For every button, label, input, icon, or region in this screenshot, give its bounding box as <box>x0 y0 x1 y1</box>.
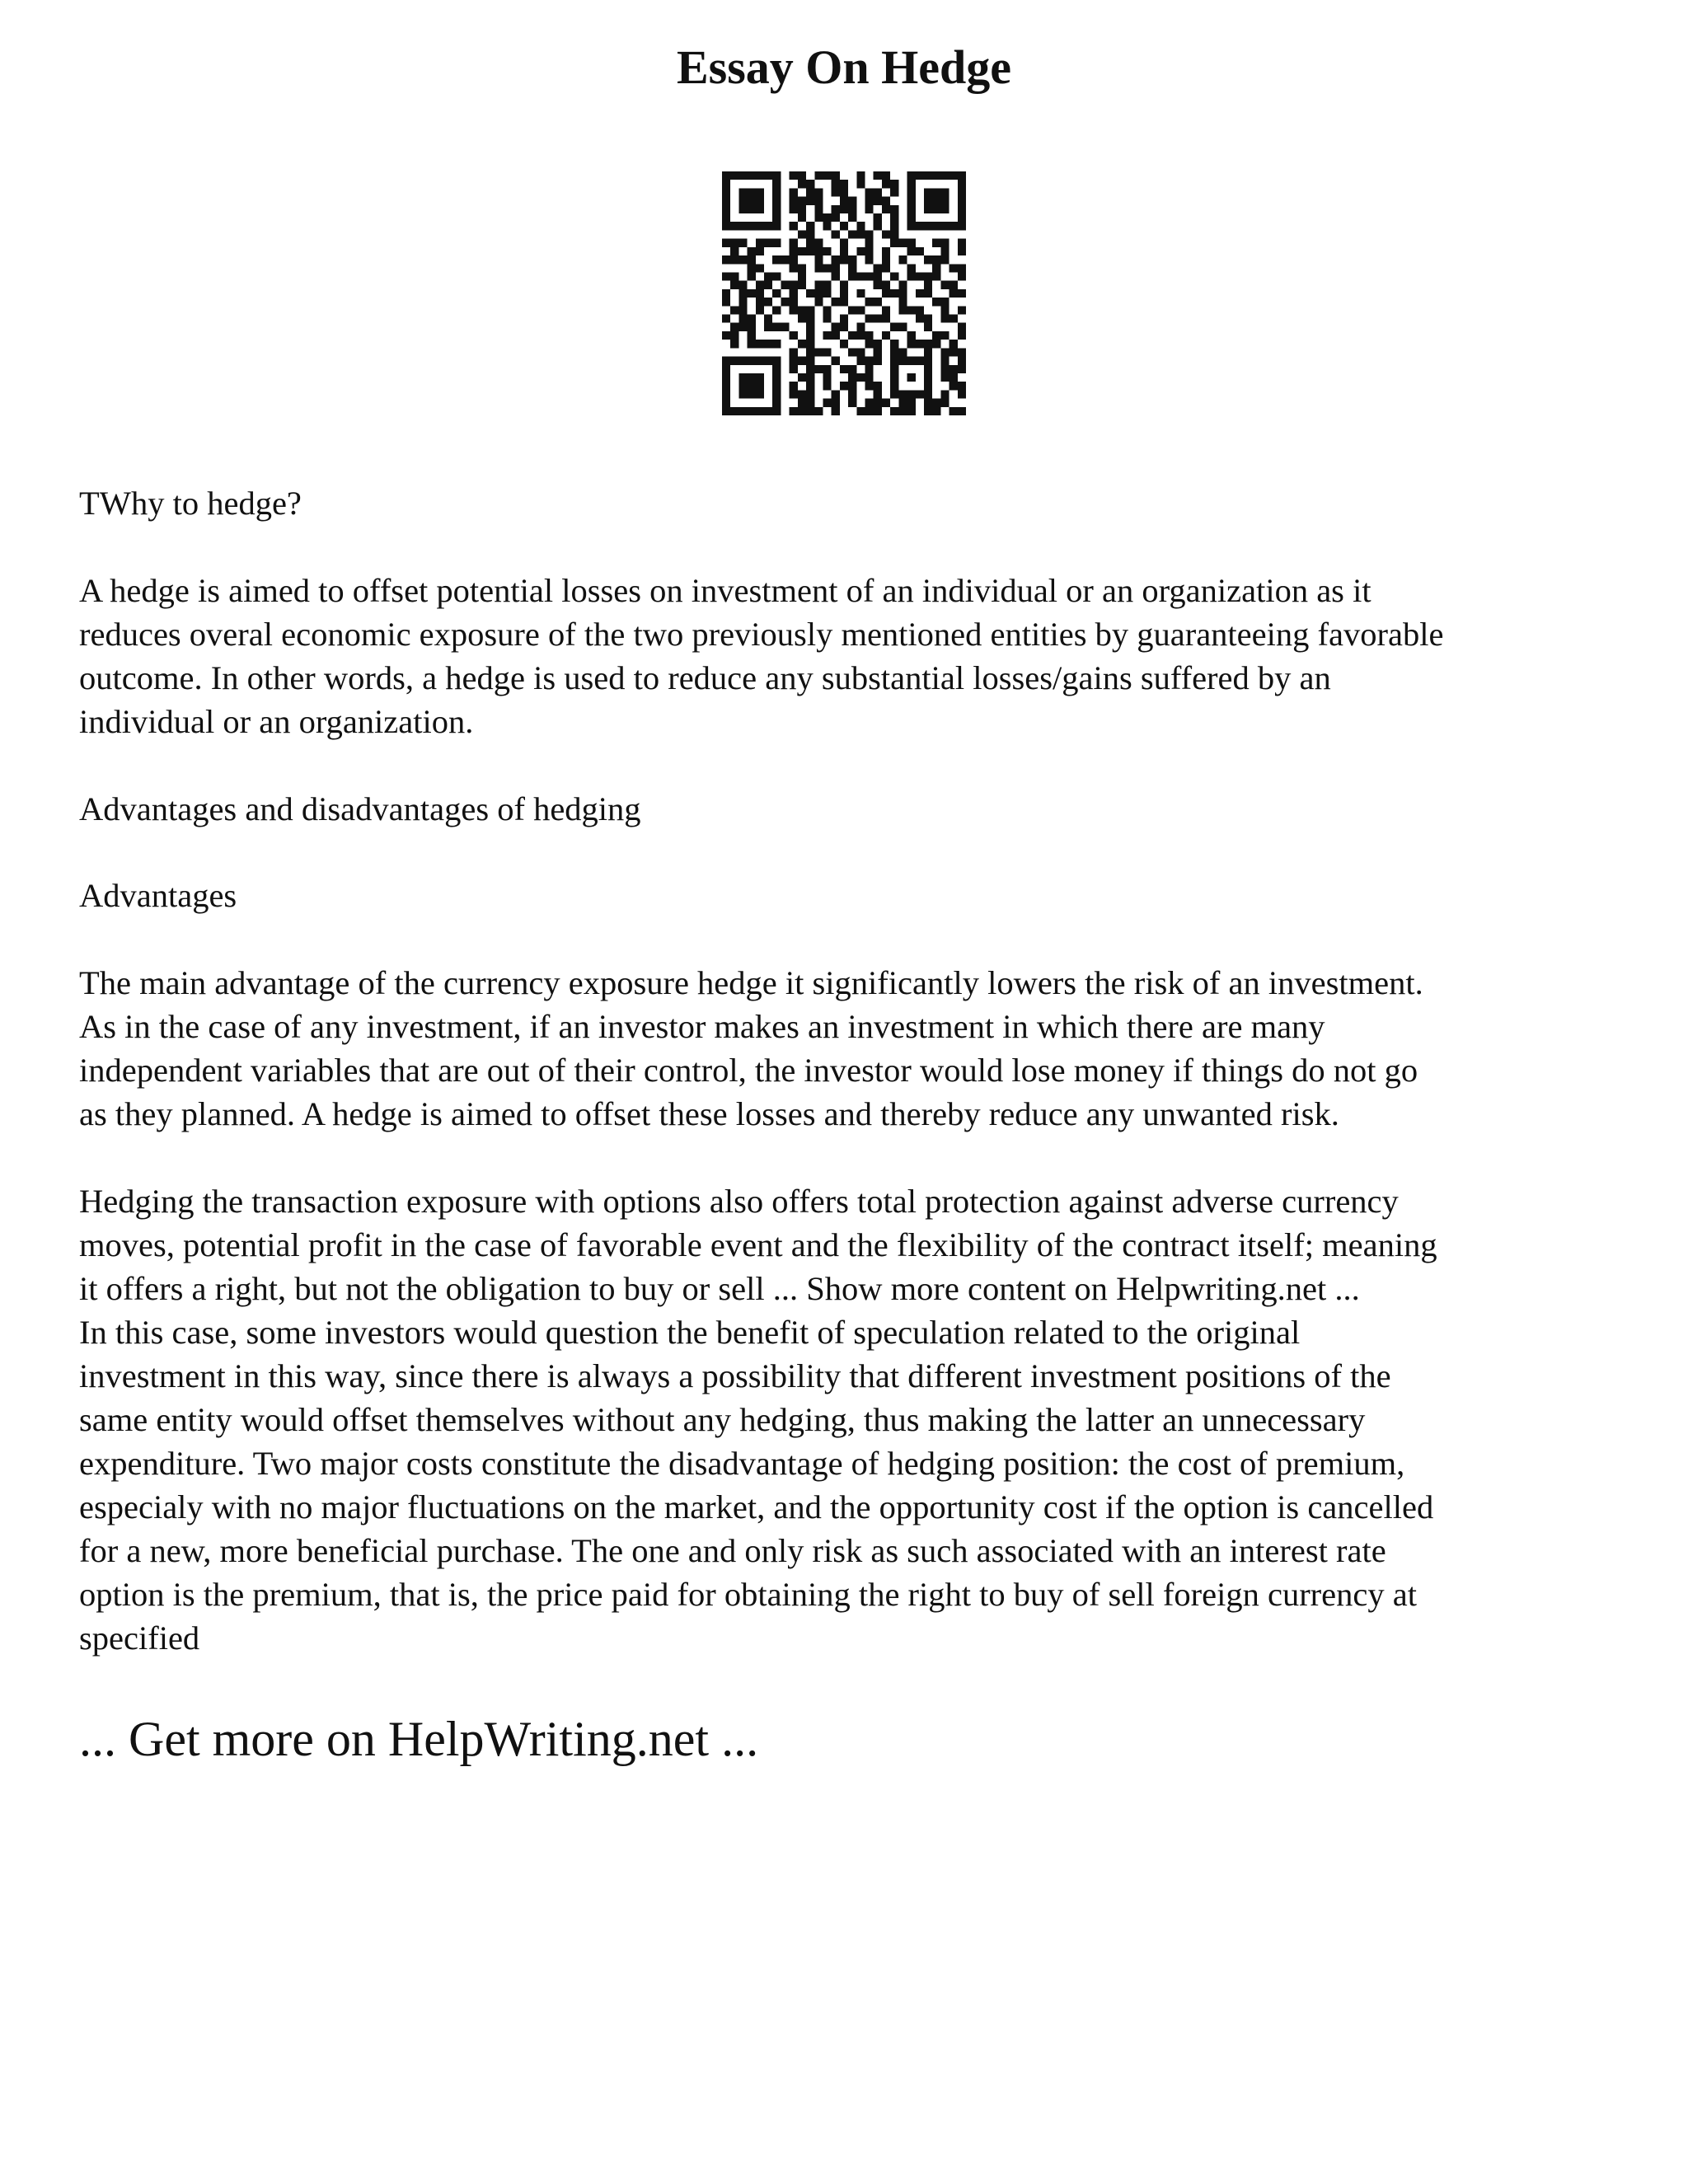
paragraph-line: Hedging the transaction exposure with options also offers total protection against adverse currency <box>79 1183 1399 1220</box>
paragraph-main-advantage <box>79 961 1612 1136</box>
paragraph-line: A hedge is aimed to offset potential losses on investment of an individual or an organization as it <box>79 572 1372 609</box>
paragraph-line: specified <box>79 1619 200 1657</box>
paragraph-line: In this case, some investors would question the benefit of speculation related to the original <box>79 1314 1301 1351</box>
heading-advantages: Advantages <box>79 877 237 914</box>
paragraph-line: for a new, more beneficial purchase. The one and only risk as such associated with an interest rate <box>79 1532 1386 1569</box>
paragraph-line: it offers a right, but not the obligation to buy or sell ... Show more content on Helpwriting.net ... <box>79 1270 1360 1307</box>
qr-code-icon <box>722 171 966 415</box>
paragraph-line: reduces overal economic exposure of the two previously mentioned entities by guaranteeing favorable <box>79 616 1444 653</box>
paragraph-hedging-transaction-exposure <box>79 1179 1612 1660</box>
paragraph-line: option is the premium, that is, the price paid for obtaining the right to buy of sell foreign currency at <box>79 1576 1417 1613</box>
paragraph-line: The main advantage of the currency exposure hedge it significantly lowers the risk of an investment. <box>79 964 1423 1001</box>
heading-why-to-hedge: TWhy to hedge? <box>79 485 302 522</box>
paragraph-line: as they planned. A hedge is aimed to offset these losses and thereby reduce any unwanted risk. <box>79 1095 1339 1132</box>
paragraph-line: expenditure. Two major costs constitute the disadvantage of hedging position: the cost of premium, <box>79 1445 1405 1482</box>
document-title: Essay On Hedge <box>676 40 1012 94</box>
paragraph-line: same entity would offset themselves without any hedging, thus making the latter an unnecessary <box>79 1401 1366 1438</box>
paragraph-line: outcome. In other words, a hedge is used to reduce any substantial losses/gains suffered by an <box>79 659 1331 696</box>
paragraph-line: moves, potential profit in the case of favorable event and the flexibility of the contract itself; meaning <box>79 1226 1437 1263</box>
paragraph-hedge-definition <box>79 569 1612 743</box>
paragraph-line: As in the case of any investment, if an investor makes an investment in which there are many <box>79 1008 1325 1045</box>
paragraph-line: especialy with no major fluctuations on the market, and the opportunity cost if the option is cancelled <box>79 1488 1434 1526</box>
paragraph-line: independent variables that are out of their control, the investor would lose money if things do not go <box>79 1052 1418 1089</box>
paragraph-line: individual or an organization. <box>79 703 474 740</box>
get-more-link[interactable]: ... Get more on HelpWriting.net ... <box>79 1712 759 1766</box>
heading-advantages-and-disadvantages: Advantages and disadvantages of hedging <box>79 790 641 827</box>
paragraph-line: investment in this way, since there is always a possibility that different investment positions of the <box>79 1357 1391 1394</box>
